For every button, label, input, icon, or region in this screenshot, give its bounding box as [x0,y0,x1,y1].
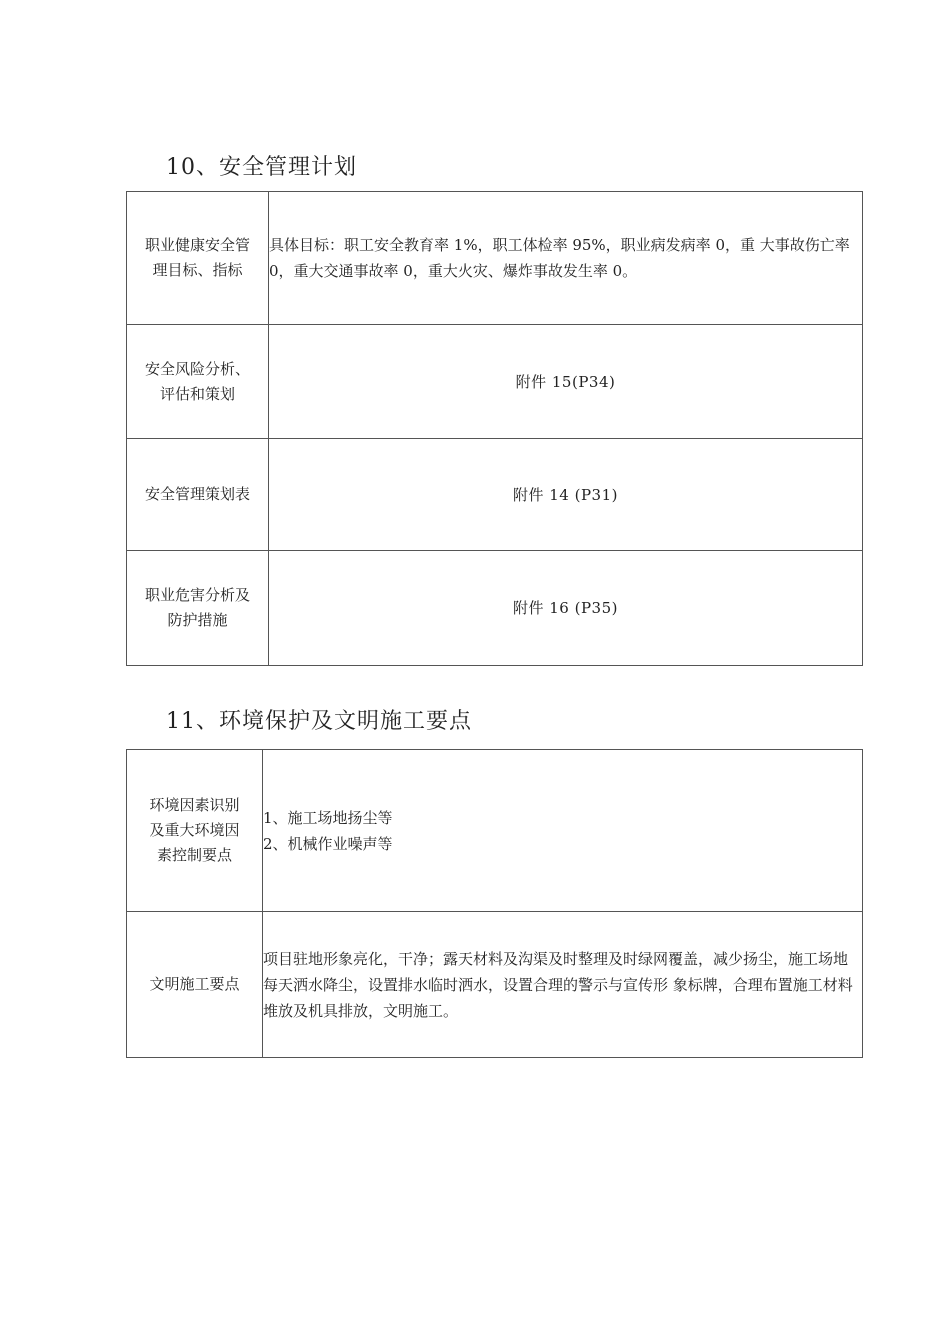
civilized-construction-text: 项目驻地形象亮化，干净；露天材料及沟渠及时整理及时绿网覆盖，减少扬尘，施工场地每天洒水降尘，设置排水临时洒水，设置合理的警示与宣传形 象标牌，合理布置施工材料堆放及机具排放，文明施工。 [263,912,863,1058]
label-line: 环境因素识别 [149,796,240,814]
label-line: 安全管理策划表 [144,485,250,503]
row-label [127,325,269,439]
table-row [127,750,863,912]
section-11-title: 11、环境保护及文明施工要点 [166,709,472,734]
row-label [127,192,269,325]
table-row [127,439,863,551]
safety-plan-table [126,191,863,666]
list-item: 2、机械作业噪声等 [263,834,393,853]
label-line: 安全风险分析、 [144,359,250,378]
label-line: 职业健康安全管 [144,236,250,254]
safety-targets-text: 具体目标：职工安全教育率 1%，职工体检率 95%，职业病发病率 0，重 大事故伤亡率 0，重大交通事故率 0，重大火灾、爆炸事故发生率 0。 [269,192,863,325]
row-label [127,439,269,551]
label-line: 理目标、指标 [152,261,243,279]
attachment-ref: 附件 15(P34) [269,325,863,439]
row-label [127,750,263,912]
label-line: 职业危害分析及 [144,586,250,604]
attachment-ref: 附件 14 (P31) [269,439,863,551]
label-line: 评估和策划 [159,384,235,403]
label-line: 素控制要点 [156,846,232,864]
label-line: 及重大环境因 [149,821,240,839]
list-item: 1、施工场地扬尘等 [263,808,393,827]
environment-table [126,749,863,1058]
row-label [127,912,263,1058]
environment-factors [263,750,863,912]
section-10-title: 10、安全管理计划 [166,155,357,180]
table-row [127,551,863,666]
table-row [127,912,863,1058]
row-label [127,551,269,666]
label-line: 文明施工要点 [149,975,240,993]
table-row [127,325,863,439]
label-line: 防护措施 [167,611,228,629]
table-row [127,192,863,325]
attachment-ref: 附件 16 (P35) [269,551,863,666]
